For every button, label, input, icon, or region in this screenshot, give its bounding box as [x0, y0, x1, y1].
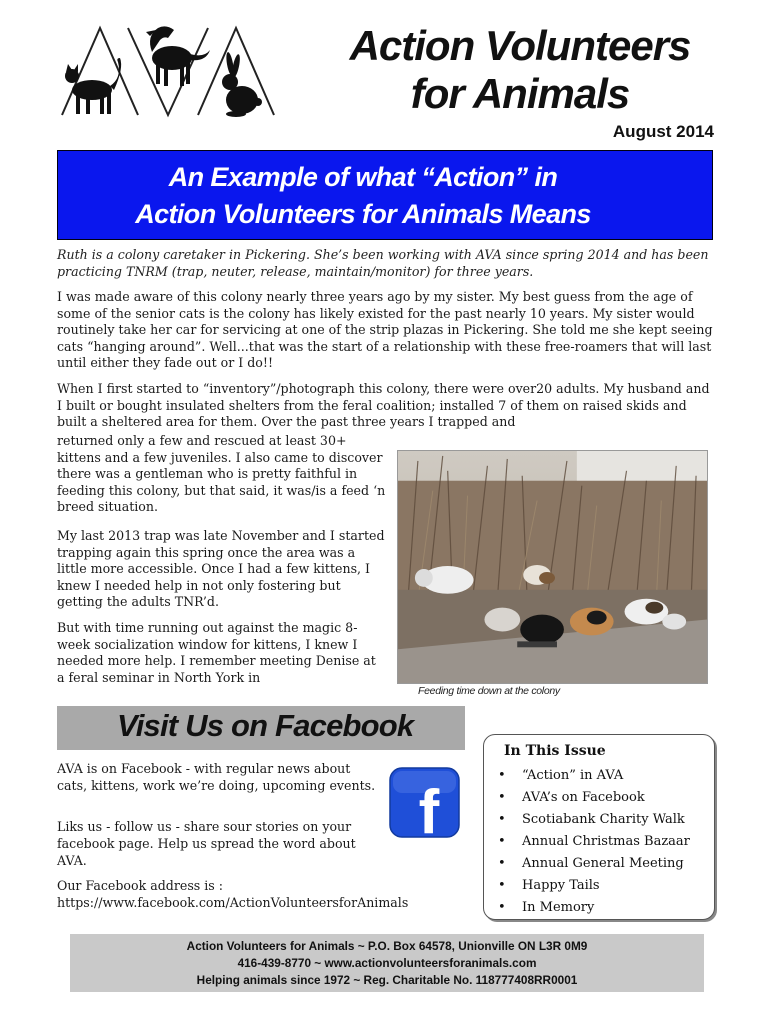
ava-logo: [60, 20, 276, 130]
article-paragraph-2-continued: returned only a few and rescued at least 30+ kittens and a few juveniles. I also came to discover there was a gentleman who is pretty faithful in feeding this colony, but that said, it was/is a feed ‘n breed situation.: [57, 433, 386, 515]
facebook-address-label: Our Facebook address is :: [57, 878, 223, 893]
dog-silhouette: [146, 26, 210, 86]
facebook-paragraph-1: AVA is on Facebook - with regular news about cats, kittens, work we’re doing, upcoming events.: [57, 761, 376, 793]
article-paragraph-4: But with time running out against the magic 8-week socialization window for kittens, I knew I needed more help. I remember meeting Denise at a feral seminar in North York in: [57, 620, 376, 685]
facebook-paragraph-2: Liks us - follow us - share sour stories on your facebook page. Help us spread the word about AVA.: [57, 819, 356, 868]
toc-item: • Annual Christmas Bazaar: [498, 831, 690, 853]
article-intro: Ruth is a colony caretaker in Pickering. She’s been working with AVA since spring 2014 and has been practicing TNRM (trap, neuter, release, maintain/monitor) for three years.: [57, 247, 709, 279]
article-paragraph-2: When I first started to “inventory”/photograph this colony, there were over20 adults. My husband and I built or bought insulated shelters from the feral coalition; installed 7 of them on raised skids and built a sheltered area for them. Over the past three years I trapped and: [57, 381, 710, 430]
facebook-paragraph-3: [57, 877, 457, 911]
footer-address: Action Volunteers for Animals ~ P.O. Box 64578, Unionville ON L3R 0M9: [186, 939, 588, 953]
rabbit-silhouette: [222, 52, 262, 117]
footer-contact: 416-439-8770 ~ www.actionvolunteersforanimals.com: [237, 956, 537, 970]
article-paragraph-1: I was made aware of this colony nearly three years ago by my sister. My best guess from the age of some of the senior cats is the colony has likely existed for the past nearly 10 years. My sister would routinely take her car for servicing at one of the strip plazas in Pickering. She told me she kept seeing cats “hanging around”. Well...that was the start of a relationship with these free-roamers that will last until either they fade out or I do!!: [57, 289, 713, 371]
title-line-1: Action Volunteers: [349, 22, 691, 69]
article-paragraph-3: My last 2013 trap was late November and I started trapping again this spring once the area was a little more accessible. Once I had a few kittens, I knew I needed help in not only fostering but getting the adults TNR’d.: [57, 528, 385, 610]
banner-line-1: An Example of what “Action” in: [168, 162, 558, 192]
photo-caption: Feeding time down at the colony: [418, 685, 560, 697]
banner-line-2: Action Volunteers for Animals Means: [135, 199, 591, 229]
footer-charity-number: Helping animals since 1972 ~ Reg. Charitable No. 118777408RR0001: [196, 973, 578, 987]
facebook-heading: Visit Us on Facebook: [117, 708, 414, 743]
toc-list: [498, 765, 690, 919]
facebook-icon[interactable]: [389, 767, 460, 838]
toc-item: • Scotiabank Charity Walk: [498, 809, 690, 831]
article-banner: [57, 150, 713, 240]
facebook-url-link[interactable]: https://www.facebook.com/ActionVolunteersforAnimals: [57, 895, 409, 910]
issue-date: August 2014: [612, 122, 714, 141]
svg-text:f: f: [418, 778, 440, 838]
toc-item: • Annual General Meeting: [498, 853, 690, 875]
facebook-section-header: [57, 706, 465, 750]
toc-item: • “Action” in AVA: [498, 765, 690, 787]
banner-headline: [58, 159, 668, 233]
cat-silhouette: [65, 58, 121, 114]
toc-item: • In Memory: [498, 897, 690, 919]
colony-photo: [397, 450, 708, 684]
toc-title: In This Issue: [504, 743, 606, 759]
title-line-2: for Animals: [410, 70, 630, 117]
toc-item: • Happy Tails: [498, 875, 690, 897]
toc-item: • AVA’s on Facebook: [498, 787, 690, 809]
newsletter-title: [300, 22, 740, 118]
footer: [70, 934, 704, 992]
in-this-issue-box: [483, 734, 715, 920]
